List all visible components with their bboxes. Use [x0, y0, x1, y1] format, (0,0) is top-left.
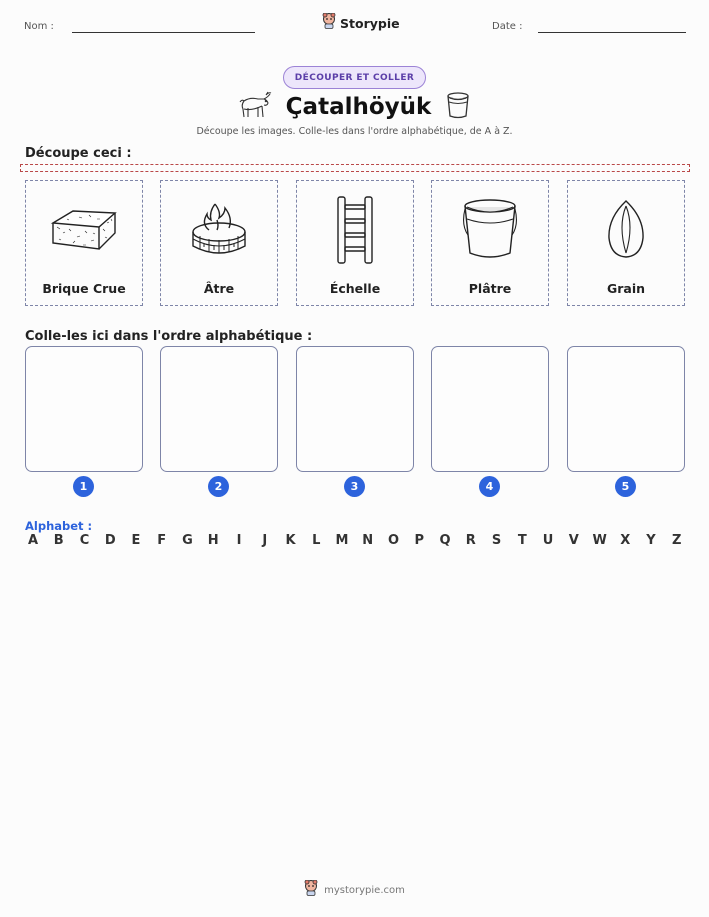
- card-label: Échelle: [329, 281, 381, 296]
- alphabet-letter: T: [517, 533, 527, 548]
- number-badge-5: 5: [615, 476, 636, 497]
- alphabet-row: [26, 533, 684, 548]
- name-label: Nom :: [24, 21, 54, 32]
- cut-card-atre[interactable]: [160, 180, 278, 306]
- page-title: Çatalhöyük: [285, 94, 432, 120]
- paste-box-4[interactable]: [431, 346, 549, 472]
- cut-card-echelle[interactable]: [296, 180, 414, 306]
- paste-box-1[interactable]: [25, 346, 143, 472]
- alphabet-letter: C: [79, 533, 90, 548]
- storypie-mascot-icon: [322, 13, 336, 33]
- alphabet-letter: V: [568, 533, 579, 548]
- alphabet-title: Alphabet :: [25, 519, 93, 533]
- alphabet-letter: X: [620, 533, 631, 548]
- mud-brick-icon: [26, 189, 142, 269]
- alphabet-letter: F: [157, 533, 167, 548]
- cut-card-platre[interactable]: [431, 180, 549, 306]
- card-label: Plâtre: [468, 281, 512, 296]
- alphabet-letter: G: [182, 533, 193, 548]
- cut-card-brique-crue[interactable]: [25, 180, 143, 306]
- alphabet-letter: R: [465, 533, 476, 548]
- footer-site: mystorypie.com: [324, 884, 405, 896]
- date-line[interactable]: [538, 32, 686, 33]
- alphabet-letter: A: [27, 533, 39, 548]
- ox-icon: [238, 91, 272, 123]
- alphabet-letter: B: [53, 533, 64, 548]
- alphabet-letter: O: [387, 533, 400, 548]
- name-line[interactable]: [72, 32, 255, 33]
- alphabet-letter: S: [491, 533, 502, 548]
- title-row: [0, 90, 709, 124]
- number-badge-4: 4: [479, 476, 500, 497]
- paste-section-title: Colle-les ici dans l'ordre alphabétique :: [25, 329, 313, 344]
- alphabet-letter: Y: [646, 533, 656, 548]
- number-badge-1: 1: [73, 476, 94, 497]
- alphabet-letter: I: [236, 533, 242, 548]
- alphabet-letter: U: [542, 533, 554, 548]
- alphabet-letter: N: [362, 533, 374, 548]
- footer: [0, 880, 709, 900]
- hearth-fire-icon: [161, 189, 277, 269]
- storypie-logo: [322, 13, 400, 33]
- alphabet-letter: D: [104, 533, 116, 548]
- card-label: Âtre: [203, 281, 235, 296]
- alphabet-letter: M: [335, 533, 349, 548]
- alphabet-letter: P: [414, 533, 425, 548]
- instructions: Découpe les images. Colle-les dans l'ordre alphabétique, de A à Z.: [196, 126, 513, 137]
- paste-box-2[interactable]: [160, 346, 278, 472]
- paste-box-5[interactable]: [567, 346, 685, 472]
- cut-section-title: Découpe ceci :: [25, 146, 132, 161]
- grain-seed-icon: [568, 189, 684, 269]
- plaster-pail-icon: [445, 90, 471, 124]
- date-label: Date :: [492, 21, 523, 32]
- alphabet-letter: Z: [672, 533, 682, 548]
- alphabet-letter: E: [131, 533, 141, 548]
- alphabet-letter: L: [312, 533, 321, 548]
- ladder-icon: [297, 189, 413, 269]
- alphabet-letter: K: [285, 533, 296, 548]
- alphabet-letter: J: [262, 533, 268, 548]
- number-badge-3: 3: [344, 476, 365, 497]
- alphabet-letter: H: [207, 533, 219, 548]
- card-label: Grain: [606, 281, 646, 296]
- activity-badge: DÉCOUPER ET COLLER: [283, 66, 426, 89]
- storypie-mascot-icon: [304, 880, 318, 900]
- cut-card-grain[interactable]: [567, 180, 685, 306]
- brand-name: Storypie: [340, 15, 400, 31]
- plaster-bucket-icon: [432, 189, 548, 269]
- card-label: Brique Crue: [42, 281, 126, 296]
- alphabet-letter: Q: [439, 533, 451, 548]
- paste-box-3[interactable]: [296, 346, 414, 472]
- cut-line: [20, 164, 690, 172]
- number-badge-2: 2: [208, 476, 229, 497]
- alphabet-letter: W: [592, 533, 607, 548]
